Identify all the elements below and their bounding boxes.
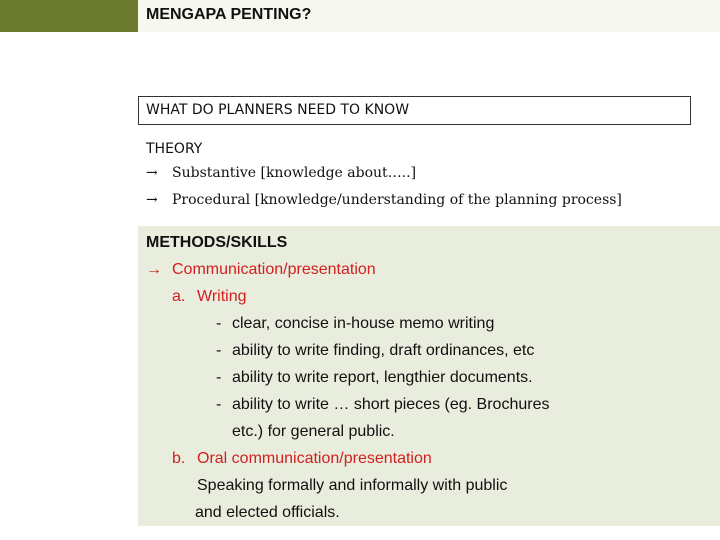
- title-accent-block: [0, 0, 138, 32]
- arrow-right-icon: →: [146, 165, 158, 181]
- methods-main-item-text: Communication/presentation: [172, 261, 376, 278]
- dash-bullet: -: [216, 342, 222, 359]
- list-marker-b: b.: [172, 450, 186, 467]
- oral-description-line-1: Speaking formally and informally with public: [197, 477, 508, 494]
- oral-description-line-2: and elected officials.: [195, 504, 340, 521]
- theory-item-procedural: [146, 187, 622, 214]
- list-marker-a: a.: [172, 288, 186, 305]
- writing-item-text: ability to write finding, draft ordinances, etc: [232, 342, 535, 359]
- theory-section: [146, 140, 622, 214]
- arrow-right-icon: →: [146, 192, 158, 208]
- oral-subheading: [146, 445, 549, 472]
- writing-item: [146, 391, 549, 418]
- dash-bullet: -: [216, 396, 222, 413]
- writing-item: [146, 364, 549, 391]
- theory-item-text: Substantive [knowledge about…..]: [172, 165, 417, 181]
- theory-item-substantive: [146, 160, 622, 187]
- writing-subheading-text: Writing: [197, 288, 247, 305]
- methods-main-item: [146, 256, 549, 283]
- writing-item-text: clear, concise in-house memo writing: [232, 315, 495, 332]
- methods-section: [146, 229, 549, 526]
- methods-heading: METHODS/SKILLS: [146, 234, 288, 251]
- dash-bullet: -: [216, 315, 222, 332]
- writing-item-text: ability to write report, lengthier documents.: [232, 369, 533, 386]
- oral-subheading-text: Oral communication/presentation: [197, 450, 432, 467]
- writing-item-text: ability to write … short pieces (eg. Brochures: [232, 396, 550, 413]
- theory-item-text: Procedural [knowledge/understanding of the planning process]: [172, 192, 622, 208]
- writing-item: [146, 310, 549, 337]
- theory-heading: THEORY: [146, 141, 203, 157]
- writing-subheading: [146, 283, 549, 310]
- arrow-right-icon: →: [146, 261, 162, 278]
- writing-item: [146, 337, 549, 364]
- page-title: MENGAPA PENTING?: [146, 6, 312, 23]
- writing-item-continuation: etc.) for general public.: [232, 423, 395, 440]
- boxed-heading: [138, 96, 691, 125]
- boxed-heading-text: WHAT DO PLANNERS NEED TO KNOW: [146, 102, 410, 118]
- dash-bullet: -: [216, 369, 222, 386]
